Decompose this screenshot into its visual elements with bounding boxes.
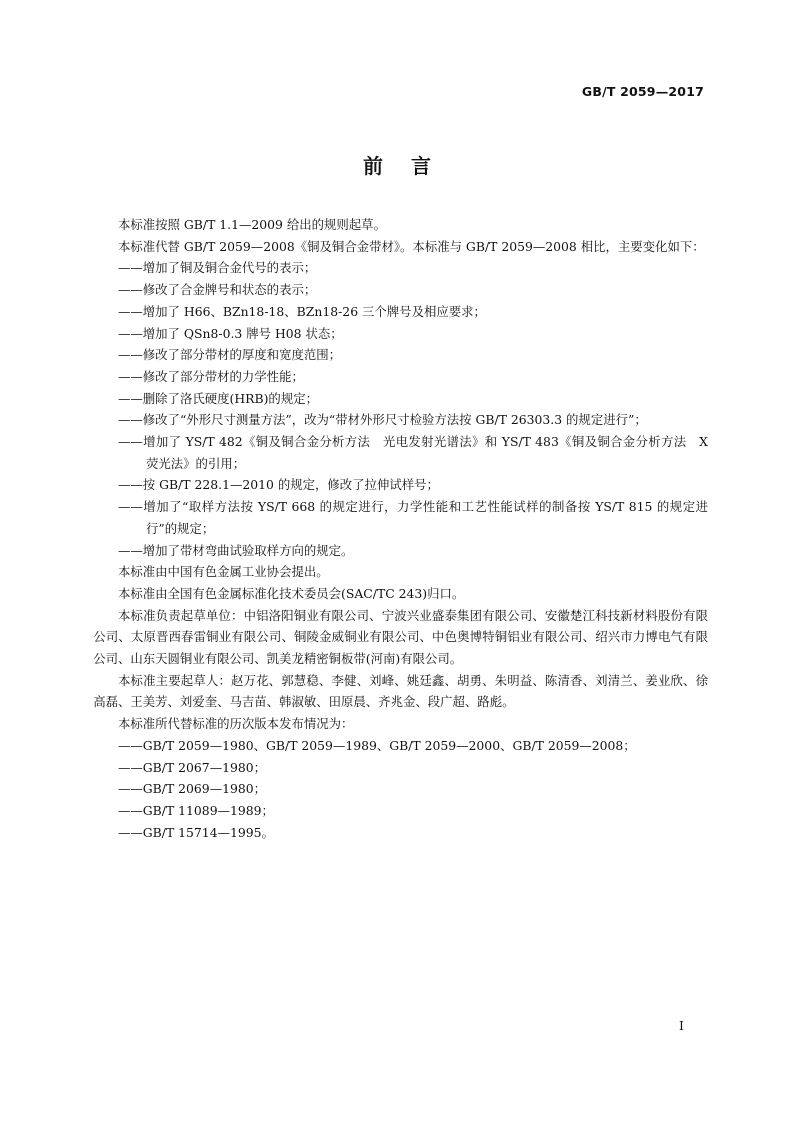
- change-item: ——增加了 H66、BZn18-18、BZn18-26 三个牌号及相应要求；: [118, 303, 486, 319]
- intro-paragraph-2: 本标准代替 GB/T 2059—2008《铜及铜合金带材》。本标准与 GB/T 2059—2008 相比，主要变化如下：: [118, 238, 705, 254]
- change-item: ——增加了“取样方法按 YS/T 668 的规定进行，力学性能和工艺性能试样的制备按 YS/T 815 的规定进行”的规定；: [118, 499, 708, 536]
- page-title: 前言: [363, 154, 459, 178]
- document-body: [93, 214, 708, 843]
- change-item: ——增加了铜及铜合金代号的表示；: [118, 260, 317, 276]
- change-item: ——修改了部分带材的力学性能；: [118, 368, 304, 384]
- change-item: ——修改了“外形尺寸测量方法”，改为“带材外形尺寸检验方法按 GB/T 26303.3 的规定进行”；: [118, 412, 647, 428]
- change-item: ——增加了 QSn8-0.3 牌号 H08 状态；: [118, 325, 343, 341]
- change-item: ——删除了洛氏硬度(HRB)的规定；: [118, 390, 318, 406]
- drafting-units: 本标准负责起草单位：中铝洛阳铜业有限公司、宁波兴业盛泰集团有限公司、安徽楚江科技新材料股份有限公司、太原晋西春雷铜业有限公司、铜陵金威铜业有限公司、中色奥博特铜铝业有限公司、绍兴市力博电气有限公司、山东天圆铜业有限公司、凯美龙精密铜板带(河南)有限公司。: [93, 607, 708, 667]
- history-intro: 本标准所代替标准的历次版本发布情况为：: [118, 716, 354, 732]
- proposed-by: 本标准由中国有色金属工业协会提出。: [118, 564, 329, 580]
- drafters: 本标准主要起草人：赵万花、郭慧稳、李健、刘峰、姚廷鑫、胡勇、朱明益、陈清香、刘清兰、姜业欣、徐高磊、王美芳、刘爱奎、马吉苗、韩淑敏、田原晨、齐兆金、段广超、路彪。: [93, 672, 708, 710]
- history-item: ——GB/T 2069—1980；: [118, 781, 267, 797]
- history-item: ——GB/T 2067—1980；: [118, 759, 267, 775]
- history-item: ——GB/T 15714—1995。: [118, 824, 274, 840]
- change-item: ——按 GB/T 228.1—2010 的规定，修改了拉伸试样号；: [118, 477, 439, 493]
- standard-number: GB/T 2059—2017: [581, 84, 704, 99]
- page-number: I: [679, 1018, 684, 1033]
- change-item: ——增加了 YS/T 482《铜及铜合金分析方法 光电发射光谱法》和 YS/T 483《铜及铜合金分析方法 X 荧光法》的引用；: [118, 434, 708, 471]
- history-item: ——GB/T 2059—1980、GB/T 2059—1989、GB/T 2059—2000、GB/T 2059—2008；: [118, 737, 636, 753]
- managed-by: 本标准由全国有色金属标准化技术委员会(SAC/TC 243)归口。: [118, 585, 465, 601]
- change-item: ——修改了部分带材的厚度和宽度范围；: [118, 347, 342, 363]
- change-item: ——增加了带材弯曲试验取样方向的规定。: [118, 542, 354, 558]
- history-item: ——GB/T 11089—1989；: [118, 802, 274, 818]
- intro-paragraph-1: 本标准按照 GB/T 1.1—2009 给出的规则起草。: [118, 217, 386, 232]
- change-item: ——修改了合金牌号和状态的表示；: [118, 282, 317, 298]
